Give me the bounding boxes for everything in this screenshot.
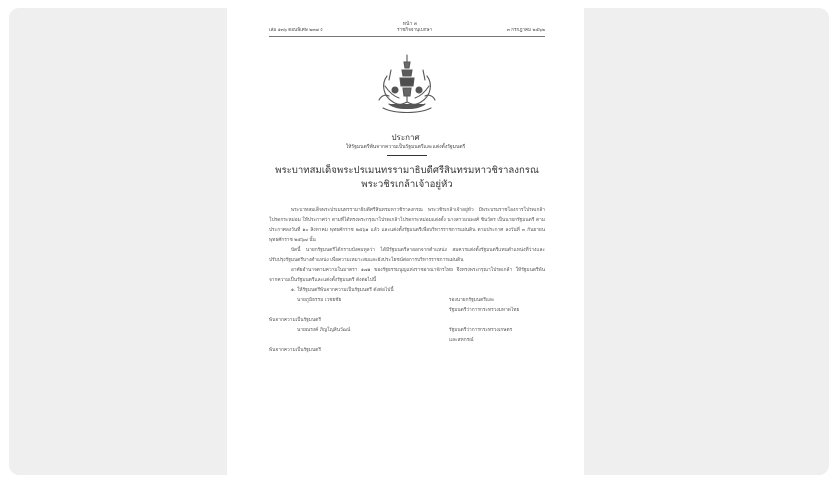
minister-name-2: นายณรงค์ ภิญโญสินวัฒน์: [297, 328, 351, 333]
removal-line-1: พ้นจากความเป็นรัฐมนตรี: [269, 318, 321, 323]
page-number: หน้า ๓: [402, 21, 418, 27]
royal-name-line-2: พระวชิรเกล้าเจ้าอยู่หัว: [361, 179, 453, 190]
gazette-date: ๓ กรกฎาคม ๒๕๖๒: [506, 28, 545, 33]
gazette-volume: เล่ม ๑๓๖ ตอนพิเศษ ๒๓๗ ง: [269, 28, 323, 33]
royal-name: [267, 164, 547, 192]
paragraph-3: อาศัยอำนาจตามความในมาตรา ๑๗๑ ของรัฐธรรมนูญแห่งราชอาณาจักรไทย จึงทรงพระกรุณาโปรดเกล้า ให้รัฐมนตรีพ้นจากความเป็นรัฐมนตรีและแต่งตั้งรัฐมนตรี ดังต่อไปนี้: [269, 268, 545, 283]
paragraph-2: บัดนี้ นายกรัฐมนตรีได้กราบบังคมทูลว่า ได้มีรัฐมนตรีลาออกจากตำแหน่ง สมควรแต่งตั้งรัฐมนตรีแทนตำแหน่งที่ว่างและปรับปรุงรัฐมนตรีบางตำแหน่ง เพื่อความเหมาะสมและยังประโยชน์ต่อการบริหารราชการแผ่นดิน: [269, 248, 545, 263]
announcement-body: [269, 206, 545, 356]
minister-row-2: [269, 326, 545, 336]
minister-position-2a: รัฐมนตรีว่าการกระทรวงเกษตร: [449, 328, 513, 333]
minister-position-2b: และสหกรณ์: [449, 338, 474, 343]
removal-line-2: พ้นจากความเป็นรัฐมนตรี: [269, 348, 321, 353]
royal-emblem-icon: [375, 52, 439, 118]
minister-row-1: [269, 296, 545, 306]
item-1: ๑. ให้รัฐมนตรีพ้นจากความเป็นรัฐมนตรี ดังต่อไปนี้: [291, 288, 394, 293]
header-rule: [269, 36, 545, 37]
title-divider: [387, 155, 427, 156]
gazette-name: ราชกิจจานุเบกษา: [397, 28, 433, 33]
announcement-title: ประกาศ: [391, 133, 420, 142]
minister-position-1b: รัฐมนตรีว่าการกระทรวงมหาดไทย: [449, 308, 520, 313]
paragraph-1: พระบาทสมเด็จพระปรเมนทรรามาธิบดีศรีสินทรมหาวชิราลงกรณ พระวชิรเกล้าเจ้าอยู่หัว มีพระบรมราชโองการโปรดเกล้าโปรดกระหม่อม ให้ประกาศว่า ตามที่ได้ทรงพระกรุณาโปรดเกล้าโปรดกระหม่อมแต่งตั้ง นางสาวมนพงศ์ ชินวัตร เป็นนายกรัฐมนตรี ตามประกาศลงวันที่ ๑๐ สิงหาคม พุทธศักราช ๒๕๖๑ แล้ว และแต่งตั้งรัฐมนตรีเพื่อบริหารราชการแผ่นดิน ตามประกาศ ลงวันที่ ๓ กันยายน พุทธศักราช ๒๕๖๗ นั้น: [269, 208, 545, 243]
minister-position-1a: รองนายกรัฐมนตรีและ: [449, 298, 495, 303]
royal-name-line-1: พระบาทสมเด็จพระปรเมนทรรามาธิบดีศรีสินทรมหาวชิราลงกรณ: [275, 165, 539, 176]
announcement-subtitle: ให้รัฐมนตรีพ้นจากความเป็นรัฐมนตรีและแต่งตั้งรัฐมนตรี: [345, 144, 466, 150]
page-header: [227, 20, 584, 33]
minister-name-1: นายภูมิธรรม เวชยชัย: [297, 298, 342, 303]
page-meta-line: [269, 27, 545, 34]
document-page: [227, 0, 584, 480]
